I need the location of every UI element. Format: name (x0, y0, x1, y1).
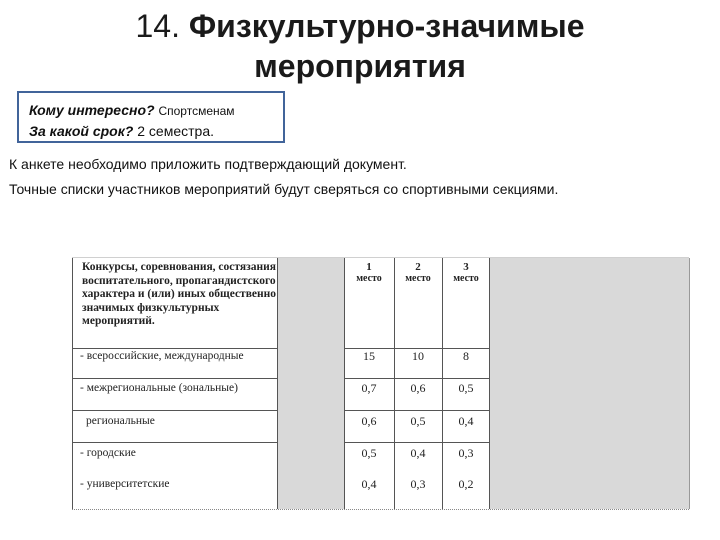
row-divider (72, 378, 277, 379)
table-cell-value: 0,4 (410, 446, 426, 460)
table-cell-value: 0,4 (458, 414, 474, 428)
note-verify-lists: Точные списки участников мероприятий будут сверяться со спортивными секциями. (9, 181, 559, 197)
callout-line-1 (29, 100, 273, 121)
note-attach-document: К анкете необходимо приложить подтверждающий документ. (9, 156, 407, 172)
place-header-3 (442, 261, 490, 285)
table-row-label: региональные (86, 415, 155, 427)
callout-question-term: За какой срок? (29, 123, 134, 139)
table-cell-value: 10 (412, 349, 424, 363)
scanned-points-table (72, 257, 689, 509)
table-cell-value: 8 (463, 349, 469, 363)
table-border-left (72, 258, 73, 509)
place-number: 1 (366, 261, 372, 273)
table-row-label: - межрегиональные (зональные) (80, 382, 238, 394)
place-word: место (405, 273, 431, 284)
table-gray-area-right (489, 258, 690, 509)
table-cell-value: 0,5 (361, 446, 377, 460)
row-divider (344, 410, 489, 411)
table-cell-value: 0,3 (410, 477, 426, 491)
table-cell-value: 0,5 (458, 381, 474, 395)
callout-answer-who: Спортсменам (158, 104, 235, 118)
place-number: 2 (415, 261, 421, 273)
place-word: место (453, 273, 479, 284)
slide-title (40, 6, 680, 86)
title-line1: Физкультурно-значимые (188, 8, 585, 44)
table-cut-edge (72, 505, 689, 510)
place-number: 3 (463, 261, 469, 273)
table-cell-value: 0,7 (361, 381, 377, 395)
row-divider (72, 410, 277, 411)
table-cell-value: 0,5 (410, 414, 426, 428)
row-divider (344, 378, 489, 379)
table-row-label: - университетские (80, 478, 170, 490)
table-cell-value: 15 (363, 349, 375, 363)
table-row-label: - городские (80, 447, 136, 459)
place-header-2 (394, 261, 442, 285)
info-callout-box (17, 91, 285, 143)
table-cell-value: 0,3 (458, 446, 474, 460)
table-header-cell: Конкурсы, соревнования, состязания воспитательного, пропагандистского характера и (или) иных общественно значимых физкультурных мероприятий. (82, 261, 277, 327)
table-cell-value: 0,4 (361, 477, 377, 491)
callout-line-2 (29, 121, 273, 141)
table-cell-value: 0,2 (458, 477, 474, 491)
table-border-label-col (277, 258, 278, 509)
row-divider (72, 442, 277, 443)
callout-answer-term: 2 семестра. (137, 123, 214, 139)
table-cell-value: 0,6 (410, 381, 426, 395)
title-number: 14. (135, 8, 180, 44)
place-header-1 (345, 261, 393, 285)
table-cell-value: 0,6 (361, 414, 377, 428)
row-divider (344, 442, 489, 443)
callout-question-who: Кому интересно? (29, 102, 155, 118)
place-word: место (356, 273, 382, 284)
table-row-label: - всероссийские, международные (80, 350, 244, 362)
title-line2: мероприятия (254, 48, 466, 84)
table-gray-strip-left (277, 258, 344, 509)
